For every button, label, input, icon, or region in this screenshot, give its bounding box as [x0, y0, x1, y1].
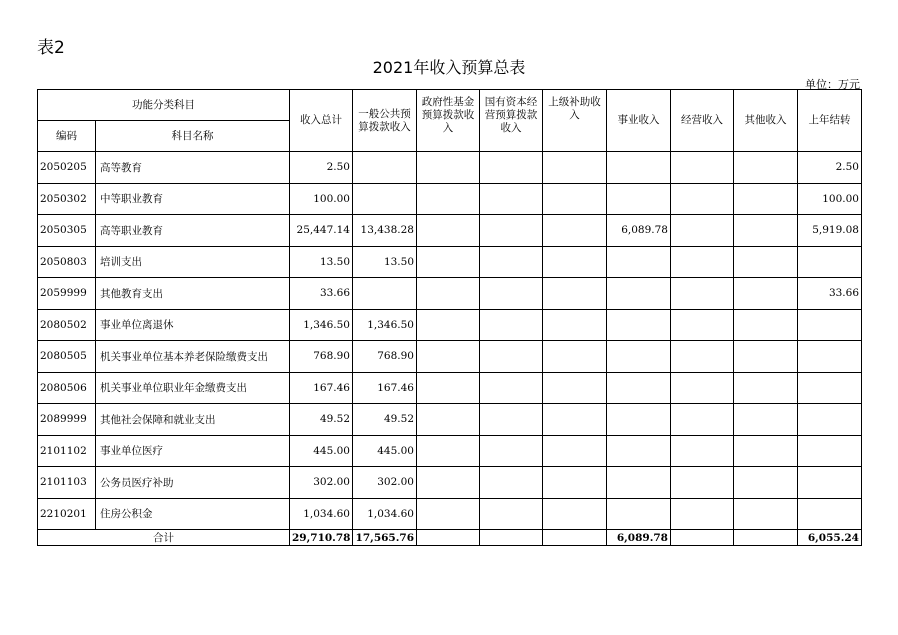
header-fund-budget: 政府性基金预算拨款收入 [417, 90, 480, 152]
cell-subsidy [543, 404, 607, 436]
cell-general [353, 152, 417, 184]
table-row [38, 246, 862, 278]
cell-state [480, 152, 543, 184]
cell-code: 2080506 [38, 372, 96, 404]
page-title: 2021年收入预算总表 [372, 58, 526, 77]
cell-total: 1,346.50 [290, 309, 353, 341]
cell-other [734, 152, 798, 184]
cell-carry [798, 435, 862, 467]
cell-code: 2050302 [38, 183, 96, 215]
cell-general: 167.46 [353, 372, 417, 404]
cell-name: 中等职业教育 [96, 183, 290, 215]
cell-code: 2050205 [38, 152, 96, 184]
cell-code: 2080505 [38, 341, 96, 373]
total-total: 29,710.78 [290, 530, 353, 546]
cell-other [734, 372, 798, 404]
cell-fund [417, 152, 480, 184]
unit-label: 单位：万元 [805, 78, 860, 91]
total-fund [417, 530, 480, 546]
cell-carry [798, 404, 862, 436]
cell-total: 1,034.60 [290, 498, 353, 530]
total-label: 合计 [38, 530, 290, 546]
cell-fund [417, 467, 480, 499]
cell-subsidy [543, 309, 607, 341]
cell-code: 2059999 [38, 278, 96, 310]
table-row [38, 278, 862, 310]
cell-total: 13.50 [290, 246, 353, 278]
cell-business [607, 498, 671, 530]
cell-operating [671, 435, 734, 467]
cell-other [734, 404, 798, 436]
cell-name: 高等职业教育 [96, 215, 290, 247]
cell-other [734, 246, 798, 278]
cell-name: 培训支出 [96, 246, 290, 278]
table-row [38, 372, 862, 404]
cell-name: 机关事业单位职业年金缴费支出 [96, 372, 290, 404]
cell-state [480, 435, 543, 467]
cell-business [607, 309, 671, 341]
table-row [38, 467, 862, 499]
table-row [38, 309, 862, 341]
total-other [734, 530, 798, 546]
table-row [38, 341, 862, 373]
cell-other [734, 215, 798, 247]
cell-code: 2101102 [38, 435, 96, 467]
cell-carry: 33.66 [798, 278, 862, 310]
total-subsidy [543, 530, 607, 546]
cell-general: 768.90 [353, 341, 417, 373]
cell-total: 445.00 [290, 435, 353, 467]
cell-name: 其他社会保障和就业支出 [96, 404, 290, 436]
cell-name: 高等教育 [96, 152, 290, 184]
table-row [38, 498, 862, 530]
cell-fund [417, 498, 480, 530]
header-code: 编码 [38, 121, 96, 152]
cell-business: 6,089.78 [607, 215, 671, 247]
cell-other [734, 435, 798, 467]
cell-operating [671, 278, 734, 310]
cell-other [734, 467, 798, 499]
cell-business [607, 467, 671, 499]
table-row [38, 152, 862, 184]
cell-carry: 5,919.08 [798, 215, 862, 247]
header-subject-name: 科目名称 [96, 121, 290, 152]
cell-subsidy [543, 435, 607, 467]
cell-operating [671, 309, 734, 341]
total-row [38, 530, 862, 546]
cell-business [607, 435, 671, 467]
cell-total: 49.52 [290, 404, 353, 436]
cell-fund [417, 183, 480, 215]
cell-operating [671, 404, 734, 436]
cell-business [607, 183, 671, 215]
cell-business [607, 246, 671, 278]
cell-business [607, 152, 671, 184]
cell-code: 2210201 [38, 498, 96, 530]
cell-general: 49.52 [353, 404, 417, 436]
cell-fund [417, 246, 480, 278]
cell-business [607, 404, 671, 436]
cell-general [353, 183, 417, 215]
cell-general: 13,438.28 [353, 215, 417, 247]
cell-total: 2.50 [290, 152, 353, 184]
cell-subsidy [543, 498, 607, 530]
cell-other [734, 498, 798, 530]
cell-operating [671, 498, 734, 530]
cell-operating [671, 372, 734, 404]
cell-carry: 100.00 [798, 183, 862, 215]
cell-carry [798, 372, 862, 404]
cell-operating [671, 246, 734, 278]
cell-subsidy [543, 246, 607, 278]
cell-subsidy [543, 278, 607, 310]
cell-name: 住房公积金 [96, 498, 290, 530]
cell-code: 2050305 [38, 215, 96, 247]
header-function-category: 功能分类科目 [38, 90, 290, 121]
header-total-income: 收入总计 [290, 90, 353, 152]
cell-operating [671, 215, 734, 247]
total-business: 6,089.78 [607, 530, 671, 546]
table-body [38, 152, 862, 530]
cell-subsidy [543, 152, 607, 184]
cell-carry [798, 467, 862, 499]
cell-total: 33.66 [290, 278, 353, 310]
cell-fund [417, 372, 480, 404]
cell-total: 768.90 [290, 341, 353, 373]
cell-other [734, 309, 798, 341]
cell-state [480, 341, 543, 373]
cell-subsidy [543, 341, 607, 373]
total-operating [671, 530, 734, 546]
cell-state [480, 498, 543, 530]
cell-name: 公务员医疗补助 [96, 467, 290, 499]
table-row [38, 435, 862, 467]
cell-code: 2080502 [38, 309, 96, 341]
header-subsidy-income: 上级补助收入 [543, 90, 607, 152]
cell-general: 302.00 [353, 467, 417, 499]
cell-carry [798, 341, 862, 373]
cell-subsidy [543, 183, 607, 215]
cell-total: 100.00 [290, 183, 353, 215]
header-state-capital: 国有资本经营预算拨款收入 [480, 90, 543, 152]
table-number: 表2 [37, 38, 65, 58]
cell-carry [798, 498, 862, 530]
cell-carry [798, 246, 862, 278]
cell-state [480, 215, 543, 247]
cell-total: 167.46 [290, 372, 353, 404]
cell-state [480, 372, 543, 404]
total-carry: 6,055.24 [798, 530, 862, 546]
cell-general: 13.50 [353, 246, 417, 278]
cell-fund [417, 215, 480, 247]
cell-state [480, 467, 543, 499]
header-operating-income: 经营收入 [671, 90, 734, 152]
cell-operating [671, 183, 734, 215]
total-general: 17,565.76 [353, 530, 417, 546]
cell-other [734, 183, 798, 215]
cell-state [480, 309, 543, 341]
header-carryover: 上年结转 [798, 90, 862, 152]
cell-business [607, 341, 671, 373]
cell-name: 其他教育支出 [96, 278, 290, 310]
header-other-income: 其他收入 [734, 90, 798, 152]
header-business-income: 事业收入 [607, 90, 671, 152]
cell-name: 事业单位离退休 [96, 309, 290, 341]
cell-state [480, 404, 543, 436]
cell-subsidy [543, 467, 607, 499]
cell-subsidy [543, 372, 607, 404]
table-row [38, 215, 862, 247]
cell-other [734, 278, 798, 310]
cell-general: 445.00 [353, 435, 417, 467]
cell-total: 25,447.14 [290, 215, 353, 247]
cell-state [480, 246, 543, 278]
cell-operating [671, 341, 734, 373]
cell-general [353, 278, 417, 310]
cell-fund [417, 278, 480, 310]
cell-code: 2089999 [38, 404, 96, 436]
cell-fund [417, 341, 480, 373]
cell-business [607, 278, 671, 310]
cell-total: 302.00 [290, 467, 353, 499]
cell-operating [671, 467, 734, 499]
cell-code: 2050803 [38, 246, 96, 278]
cell-general: 1,346.50 [353, 309, 417, 341]
cell-general: 1,034.60 [353, 498, 417, 530]
cell-fund [417, 309, 480, 341]
table-row [38, 404, 862, 436]
cell-subsidy [543, 215, 607, 247]
header-general-budget: 一般公共预算拨款收入 [353, 90, 417, 152]
cell-state [480, 183, 543, 215]
cell-name: 事业单位医疗 [96, 435, 290, 467]
table-row [38, 183, 862, 215]
cell-state [480, 278, 543, 310]
total-state [480, 530, 543, 546]
cell-fund [417, 404, 480, 436]
cell-carry [798, 309, 862, 341]
cell-carry: 2.50 [798, 152, 862, 184]
cell-fund [417, 435, 480, 467]
cell-operating [671, 152, 734, 184]
cell-name: 机关事业单位基本养老保险缴费支出 [96, 341, 290, 373]
cell-other [734, 341, 798, 373]
budget-table [37, 89, 862, 546]
cell-code: 2101103 [38, 467, 96, 499]
cell-business [607, 372, 671, 404]
